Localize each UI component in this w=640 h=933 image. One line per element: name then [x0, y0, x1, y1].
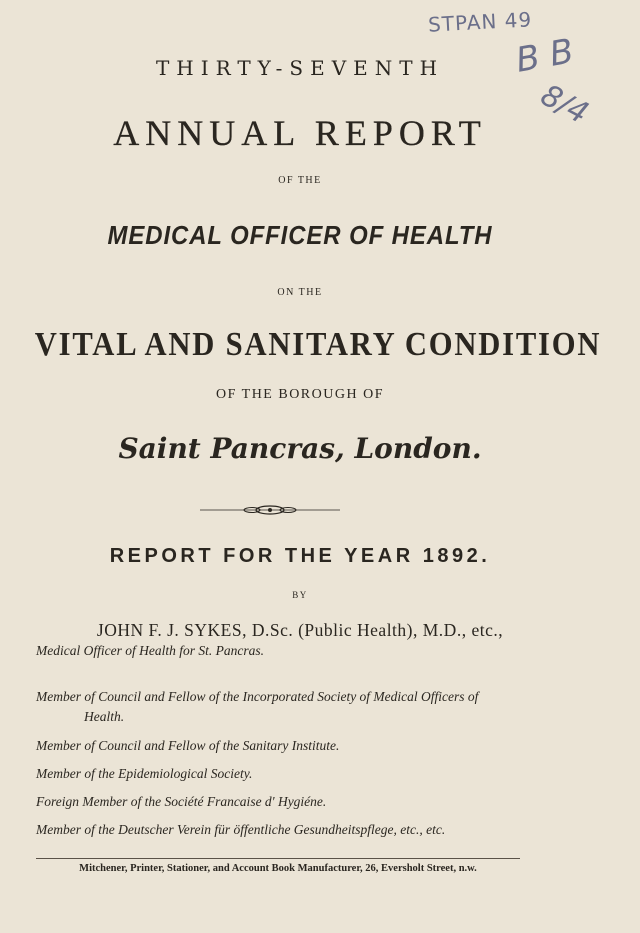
credential-2-line-2: Health. [84, 709, 125, 724]
credential-2-line-1: Member of Council and Fellow of the Incorporated Society of Medical Officers of [36, 689, 479, 704]
footer-rule [36, 858, 520, 859]
credential-2 [36, 687, 516, 727]
handwritten-fraction: 8/4 [534, 77, 594, 132]
credential-3: Member of Council and Fellow of the Sanitary Institute. [36, 738, 340, 753]
annual-report-heading: ANNUAL REPORT [113, 113, 487, 153]
credential-1: Medical Officer of Health for St. Pancras. [36, 643, 264, 658]
credential-5: Foreign Member of the Société Francaise d' Hygiéne. [36, 794, 327, 809]
printer-imprint: Mitchener, Printer, Stationer, and Account Book Manufacturer, 26, Eversholt Street, n.w. [79, 863, 477, 874]
credential-4: Member of the Epidemiological Society. [36, 766, 253, 781]
of-the-line: OF THE [278, 175, 322, 186]
catalog-stamp: STPAN 49 [427, 7, 533, 37]
handwritten-initials: B B [512, 31, 577, 81]
credential-6: Member of the Deutscher Verein für öffentliche Gesundheitspflege, etc., etc. [36, 822, 446, 837]
place-name: Saint Pancras, London. [118, 432, 482, 465]
by-line: BY [292, 590, 308, 600]
author-name: JOHN F. J. SYKES, D.Sc. (Public Health), M.D., etc., [96, 620, 504, 640]
ornament-divider-icon [200, 503, 340, 517]
medical-officer-heading: MEDICAL OFFICER OF HEALTH [107, 220, 493, 250]
condition-heading: VITAL AND SANITARY CONDITION [34, 326, 602, 363]
borough-line: OF THE BOROUGH OF [216, 387, 384, 402]
ordinal-heading: THIRTY-SEVENTH [155, 56, 445, 80]
report-year-heading: REPORT FOR THE YEAR 1892. [109, 545, 491, 567]
on-the-line: ON THE [277, 287, 323, 298]
